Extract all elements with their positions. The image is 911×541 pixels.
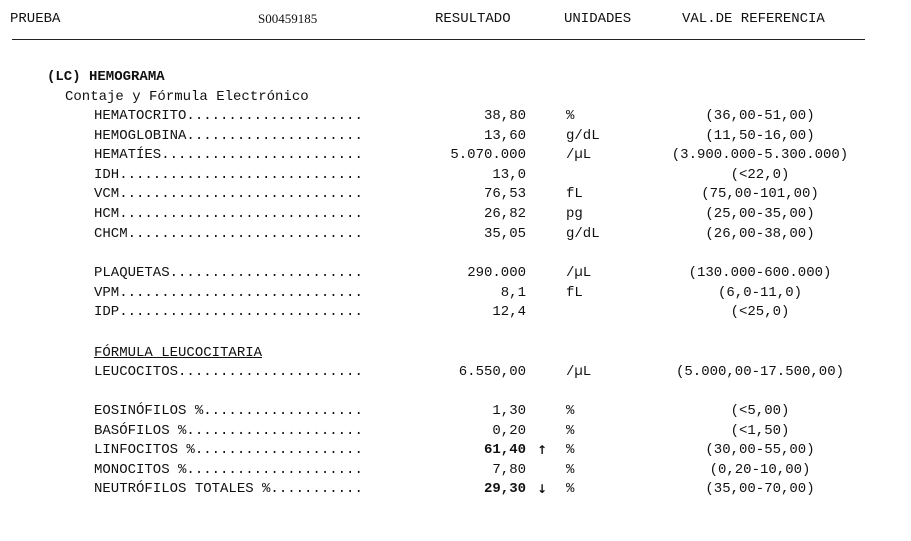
result-unit: fL bbox=[566, 186, 583, 203]
reference-range: (0,20-10,00) bbox=[709, 461, 811, 478]
result-unit: /µL bbox=[566, 147, 592, 164]
flag-arrow-icon: ↓ bbox=[537, 482, 548, 497]
header-referencia: VAL.DE REFERENCIA bbox=[682, 11, 825, 27]
result-unit: % bbox=[566, 403, 575, 419]
result-value: 13,60 bbox=[483, 127, 526, 144]
result-value: 35,05 bbox=[483, 225, 526, 242]
result-unit: g/dL bbox=[566, 225, 600, 242]
reference-range: (3.900.000-5.300.000) bbox=[671, 147, 849, 164]
reference-range: (6,0-11,0) bbox=[717, 284, 802, 301]
test-name: HCM............................. bbox=[94, 206, 363, 222]
test-name: EOSINÓFILOS %................... bbox=[94, 403, 363, 419]
test-name: LEUCOCITOS...................... bbox=[94, 364, 363, 380]
result-value: 7,80 bbox=[492, 461, 526, 478]
result-value: 26,82 bbox=[483, 206, 526, 222]
result-row bbox=[0, 224, 911, 244]
reference-range: (130.000-600.000) bbox=[688, 265, 832, 281]
result-row bbox=[0, 302, 911, 322]
test-name: LINFOCITOS %.................... bbox=[94, 442, 363, 459]
result-unit: % bbox=[566, 481, 575, 498]
formula-title: FÓRMULA LEUCOCITARIA bbox=[94, 345, 263, 361]
result-value: 13,0 bbox=[492, 166, 526, 183]
test-name: HEMATOCRITO..................... bbox=[94, 108, 363, 124]
result-row bbox=[0, 283, 911, 303]
test-name: IDP............................. bbox=[94, 304, 363, 321]
result-unit: g/dL bbox=[566, 127, 600, 144]
reference-range: (30,00-55,00) bbox=[705, 442, 815, 459]
reference-range: (<5,00) bbox=[730, 403, 790, 419]
header-prueba: PRUEBA bbox=[10, 11, 61, 27]
reference-range: (<22,0) bbox=[730, 166, 790, 183]
result-row bbox=[0, 145, 911, 165]
result-row bbox=[0, 204, 911, 224]
result-value: 61,40 bbox=[483, 442, 526, 459]
result-unit: pg bbox=[566, 206, 583, 222]
reference-range: (75,00-101,00) bbox=[701, 186, 819, 203]
result-value: 1,30 bbox=[492, 403, 526, 419]
result-row bbox=[0, 126, 911, 146]
reference-range: (35,00-70,00) bbox=[705, 481, 815, 498]
header-resultado: RESULTADO bbox=[435, 11, 511, 27]
result-unit: fL bbox=[566, 284, 583, 301]
header-unidades: UNIDADES bbox=[564, 11, 632, 27]
test-name: MONOCITOS %..................... bbox=[94, 461, 363, 478]
header-divider bbox=[12, 39, 865, 40]
result-unit: % bbox=[566, 442, 575, 459]
reference-range: (36,00-51,00) bbox=[705, 108, 815, 124]
result-value: 290.000 bbox=[467, 265, 526, 281]
result-unit: % bbox=[566, 108, 575, 124]
test-name: IDH............................. bbox=[94, 166, 363, 183]
test-name: NEUTRÓFILOS TOTALES %........... bbox=[94, 481, 363, 498]
result-value: 29,30 bbox=[483, 481, 526, 498]
result-row bbox=[0, 362, 911, 382]
test-name: BASÓFILOS %..................... bbox=[94, 422, 363, 439]
section-subtitle: Contaje y Fórmula Electrónico bbox=[65, 89, 309, 105]
test-name: CHCM............................ bbox=[94, 225, 363, 242]
sample-id: S00459185 bbox=[258, 11, 318, 26]
test-name: PLAQUETAS....................... bbox=[94, 265, 363, 281]
result-row bbox=[0, 263, 911, 283]
result-row bbox=[0, 460, 911, 480]
result-value: 0,20 bbox=[492, 422, 526, 439]
result-unit: /µL bbox=[566, 364, 592, 380]
reference-range: (<1,50) bbox=[730, 422, 790, 439]
result-unit: % bbox=[566, 461, 575, 478]
result-value: 8,1 bbox=[500, 284, 526, 301]
flag-arrow-icon: ↑ bbox=[537, 443, 548, 458]
reference-range: (5.000,00-17.500,00) bbox=[675, 364, 845, 380]
result-value: 5.070.000 bbox=[450, 147, 526, 164]
result-row bbox=[0, 165, 911, 185]
result-value: 6.550,00 bbox=[458, 364, 526, 380]
result-row bbox=[0, 106, 911, 126]
result-row bbox=[0, 440, 911, 460]
result-value: 76,53 bbox=[483, 186, 526, 203]
result-row bbox=[0, 479, 911, 499]
reference-range: (25,00-35,00) bbox=[705, 206, 815, 222]
test-name: VCM............................. bbox=[94, 186, 363, 203]
section-title: (LC) HEMOGRAMA bbox=[47, 69, 165, 85]
test-name: HEMOGLOBINA..................... bbox=[94, 127, 363, 144]
reference-range: (11,50-16,00) bbox=[705, 127, 815, 144]
result-row bbox=[0, 184, 911, 204]
reference-range: (26,00-38,00) bbox=[705, 225, 815, 242]
test-name: HEMATÍES........................ bbox=[94, 147, 363, 164]
result-unit: /µL bbox=[566, 265, 592, 281]
result-row bbox=[0, 421, 911, 441]
result-value: 38,80 bbox=[483, 108, 526, 124]
reference-range: (<25,0) bbox=[730, 304, 790, 321]
result-unit: % bbox=[566, 422, 575, 439]
result-row bbox=[0, 401, 911, 421]
test-name: VPM............................. bbox=[94, 284, 363, 301]
result-value: 12,4 bbox=[492, 304, 526, 321]
